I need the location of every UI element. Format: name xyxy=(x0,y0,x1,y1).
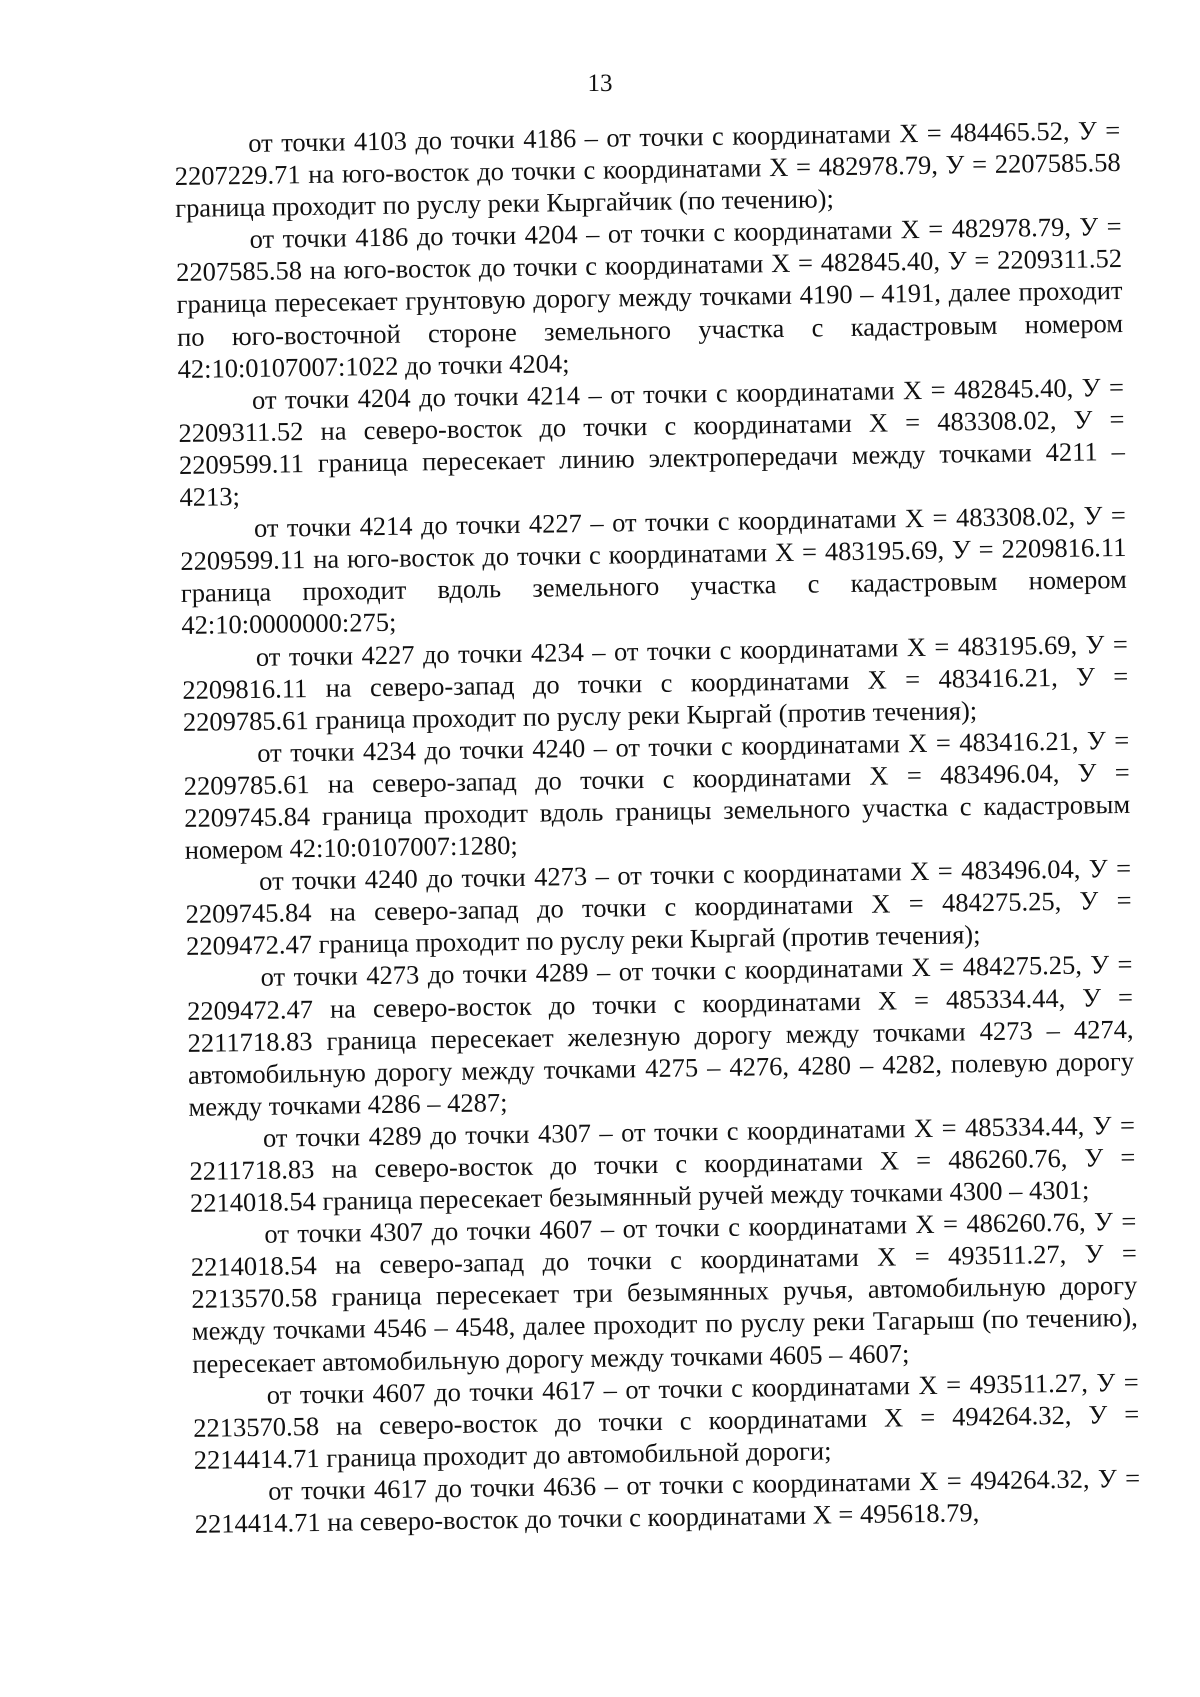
paragraph-segment-4214-4227: от точки 4214 до точки 4227 – от точки с координатами Х = 483308.02, У = 2209599.11 на юго-восток до точки с координатами Х = 483195.69, У = 2209816.11 граница проходит вдоль земельного участка с кадастровым номером 42:10:0000000:275; xyxy=(180,500,1128,641)
paragraph-segment-4234-4240: от точки 4234 до точки 4240 – от точки с координатами Х = 483416.21, У = 2209785.61 на северо-запад до точки с координатами Х = 483496.04, У = 2209745.84 граница проходит вдоль границы земельного участка с кадастровым номером 42:10:0107007:1280; xyxy=(183,724,1131,865)
paragraph-segment-4289-4307: от точки 4289 до точки 4307 – от точки с координатами Х = 485334.44, У = 2211718.83 на северо-восток до точки с координатами Х = 486260.76, У = 2214018.54 граница пересекает безымянный ручей между точками 4300 – 4301; xyxy=(189,1109,1136,1218)
paragraph-segment-4103-4186: от точки 4103 до точки 4186 – от точки с координатами Х = 484465.52, У = 2207229.71 на юго-восток до точки с координатами Х = 482978.79, У = 2207585.58 граница проходит по руслу реки Кыргайчик (по течению); xyxy=(174,114,1121,224)
document-body xyxy=(174,114,1141,1540)
paragraph-segment-4307-4607: от точки 4307 до точки 4607 – от точки с координатами Х = 486260.76, У = 2214018.54 на северо-запад до точки с координатами Х = 493511.27, У = 2213570.58 граница пересекает три безымянных ручья, автомобильную дорогу между точками 4546 – 4548, далее проходит по руслу реки Тагарыш (по течению), пересекает автомобильную дорогу между точками 4605 – 4607; xyxy=(190,1206,1138,1379)
paragraph-segment-4617-4636: от точки 4617 до точки 4636 – от точки с координатами Х = 494264.32, У = 2214414.71 на северо-восток до точки с координатами Х = 495618.79, xyxy=(194,1462,1141,1539)
paragraph-segment-4186-4204: от точки 4186 до точки 4204 – от точки с координатами Х = 482978.79, У = 2207585.58 на юго-восток до точки с координатами Х = 482845.40, У = 2209311.52 граница пересекает грунтовую дорогу между точками 4190 – 4191, далее проходит по юго-восточной стороне земельного участка с кадастровым номером 42:10:0107007:1022 до точки 4204; xyxy=(175,211,1124,384)
page-number: 13 xyxy=(587,70,613,97)
paragraph-segment-4273-4289: от точки 4273 до точки 4289 – от точки с координатами Х = 484275.25, У = 2209472.47 на северо-восток до точки с координатами Х = 485334.44, У = 2211718.83 граница пересекает железную дорогу между точками 4273 – 4274, автомобильную дорогу между точками 4275 – 4276, 4280 – 4282, полевую дорогу между точками 4286 – 4287; xyxy=(186,949,1135,1122)
paragraph-segment-4227-4234: от точки 4227 до точки 4234 – от точки с координатами Х = 483195.69, У = 2209816.11 на северо-запад до точки с координатами Х = 483416.21, У = 2209785.61 граница проходит по руслу реки Кыргай (против течения); xyxy=(182,628,1129,737)
paragraph-segment-4607-4617: от точки 4607 до точки 4617 – от точки с координатами Х = 493511.27, У = 2213570.58 на северо-восток до точки с координатами Х = 494264.32, У = 2214414.71 граница проходит до автомобильной дороги; xyxy=(193,1366,1140,1475)
paragraph-segment-4204-4214: от точки 4204 до точки 4214 – от точки с координатами Х = 482845.40, У = 2209311.52 на северо-восток до точки с координатами Х = 483308.02, У = 2209599.11 граница пересекает линию электропередачи между точками 4211 – 4213; xyxy=(178,371,1126,512)
paragraph-segment-4240-4273: от точки 4240 до точки 4273 – от точки с координатами Х = 483496.04, У = 2209745.84 на северо-запад до точки с координатами Х = 484275.25, У = 2209472.47 граница проходит по руслу реки Кыргай (против течения); xyxy=(185,853,1132,962)
